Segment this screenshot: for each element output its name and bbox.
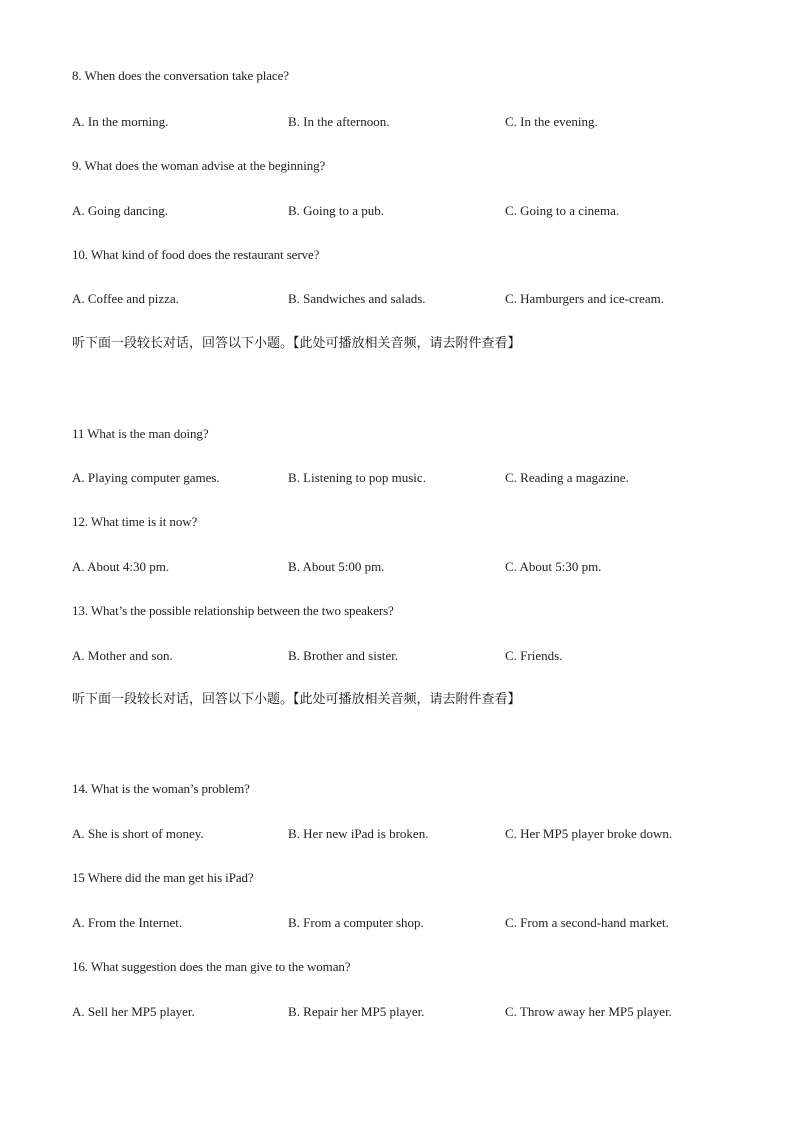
- option-a: A. Sell her MP5 player.: [72, 1004, 195, 1019]
- question-14-options: [72, 826, 732, 842]
- option-c: C. Her MP5 player broke down.: [505, 826, 673, 841]
- question-12-text: 12. What time is it now?: [72, 514, 198, 529]
- question-13-options: [72, 648, 732, 664]
- option-a: A. In the morning.: [72, 114, 169, 129]
- question-11-text: 11 What is the man doing?: [72, 426, 209, 441]
- option-a: A. From the Internet.: [72, 915, 183, 930]
- option-b: B. Her new iPad is broken.: [288, 826, 429, 841]
- option-b: B. In the afternoon.: [288, 114, 390, 129]
- question-14-text: 14. What is the woman’s problem?: [72, 781, 250, 796]
- option-a: A. Playing computer games.: [72, 470, 220, 485]
- question-11-options: [72, 470, 732, 486]
- question-15-options: [72, 915, 732, 931]
- option-b: B. Listening to pop music.: [288, 470, 426, 485]
- option-c: C. Throw away her MP5 player.: [505, 1004, 672, 1019]
- option-a: A. Going dancing.: [72, 203, 169, 218]
- option-a: A. She is short of money.: [72, 826, 204, 841]
- option-b: B. From a computer shop.: [288, 915, 424, 930]
- option-c: C. Friends.: [505, 648, 563, 663]
- option-c: C. In the evening.: [505, 114, 598, 129]
- option-b: B. Going to a pub.: [288, 203, 385, 218]
- question-9-options: [72, 203, 732, 219]
- question-16-text: 16. What suggestion does the man give to the woman?: [72, 959, 351, 974]
- option-b: B. Brother and sister.: [288, 648, 399, 663]
- option-a: A. About 4:30 pm.: [72, 559, 170, 574]
- option-c: C. Hamburgers and ice-cream.: [505, 291, 664, 306]
- option-b: B. Sandwiches and salads.: [288, 291, 426, 306]
- question-15-text: 15 Where did the man get his iPad?: [72, 870, 254, 885]
- option-c: C. About 5:30 pm.: [505, 559, 602, 574]
- option-a: A. Coffee and pizza.: [72, 291, 179, 306]
- option-c: C. Reading a magazine.: [505, 470, 629, 485]
- question-10-text: 10. What kind of food does the restaurant serve?: [72, 247, 320, 262]
- section-instruction: 听下面一段较长对话，回答以下小题。【此处可播放相关音频，请去附件查看】: [72, 692, 521, 707]
- question-12-options: [72, 559, 732, 575]
- question-9-text: 9. What does the woman advise at the beginning?: [72, 158, 326, 173]
- question-8-text: 8. When does the conversation take place?: [72, 68, 289, 83]
- option-c: C. From a second-hand market.: [505, 915, 669, 930]
- option-b: B. Repair her MP5 player.: [288, 1004, 425, 1019]
- option-c: C. Going to a cinema.: [505, 203, 620, 218]
- question-13-text: 13. What’s the possible relationship between the two speakers?: [72, 603, 394, 618]
- option-b: B. About 5:00 pm.: [288, 559, 385, 574]
- question-16-options: [72, 1004, 732, 1020]
- question-8-options: [72, 114, 732, 130]
- question-10-options: [72, 291, 732, 307]
- section-instruction: 听下面一段较长对话，回答以下小题。【此处可播放相关音频，请去附件查看】: [72, 336, 521, 351]
- option-a: A. Mother and son.: [72, 648, 173, 663]
